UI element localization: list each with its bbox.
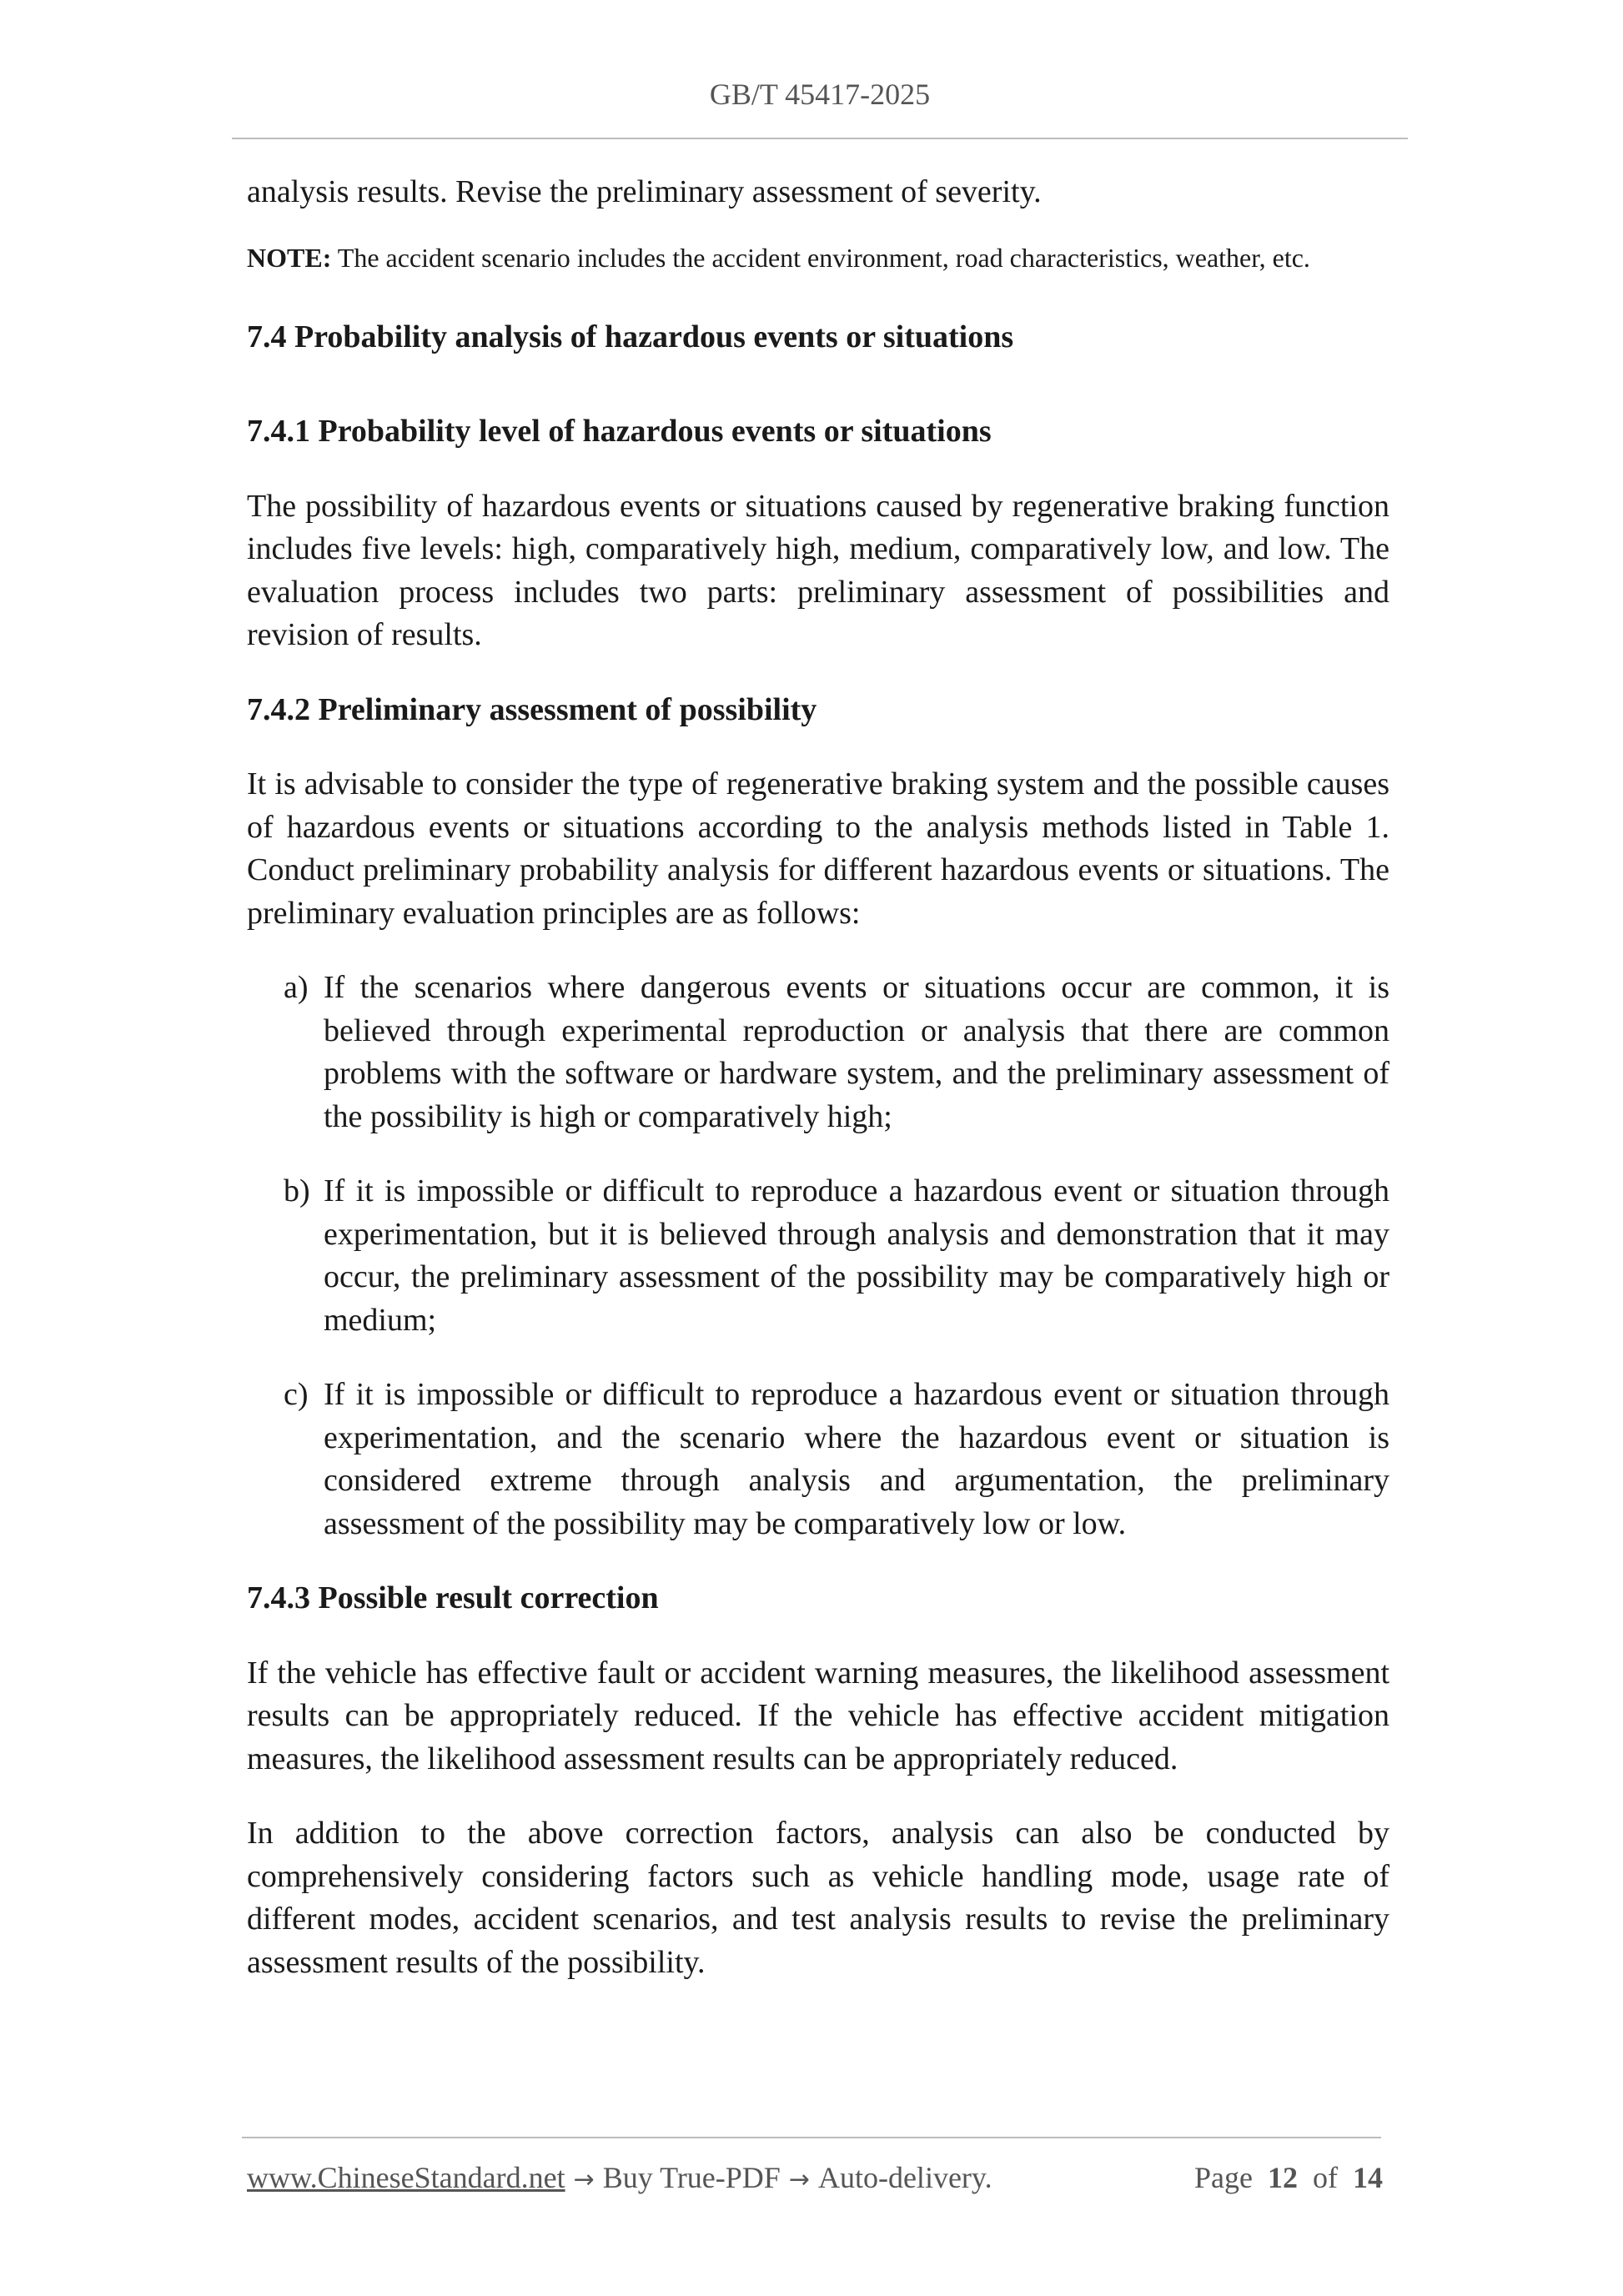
buy-true-pdf-text: Buy True-PDF [602, 2161, 781, 2194]
auto-delivery-text: Auto-delivery. [817, 2161, 992, 2194]
arrow-right-icon: → [573, 2165, 595, 2194]
continuation-paragraph: analysis results. Revise the preliminary assessment of severity. [247, 174, 1042, 209]
list-item-marker: b) [284, 1173, 310, 1208]
chinesestandard-link[interactable]: www.ChineseStandard.net [247, 2161, 565, 2194]
page-label: Page [1194, 2161, 1253, 2194]
list-item [284, 1170, 1389, 1342]
list-item [284, 1374, 1389, 1545]
section-7-4-1-heading: 7.4.1 Probability level of hazardous events or situations [247, 414, 992, 449]
section-7-4-1-paragraph: The possibility of hazardous events or situations caused by regenerative braking function includes five levels: high, comparatively high, medium, comparatively low, and low. The evaluation process includes two parts: preliminary assessment of possibilities and revision of results. [247, 488, 1389, 652]
section-7-4-3-heading: 7.4.3 Possible result correction [247, 1580, 659, 1615]
section-7-4-3-paragraph-1: If the vehicle has effective fault or accident warning measures, the likelihood assessment results can be appropriately reduced. If the vehicle has effective accident mitigation measures, the likelihood assessment results can be appropriately reduced. [247, 1655, 1389, 1776]
note-text: The accident scenario includes the accident environment, road characteristics, weather, etc. [337, 242, 1310, 273]
list-item-text: If it is impossible or difficult to reproduce a hazardous event or situation through experimentation, but it is believed through analysis and demonstration that it may occur, the preliminary assessment of the possibility may be comparatively high or medium; [324, 1173, 1389, 1338]
section-7-4-2-paragraph: It is advisable to consider the type of regenerative braking system and the possible causes of hazardous events or situations according to the analysis methods listed in Table 1. Conduct preliminary probability analysis for different hazardous events or situations. The preliminary evaluation principles are as follows: [247, 766, 1389, 931]
note-label: NOTE: [247, 242, 332, 273]
list-item-marker: a) [284, 970, 309, 1005]
list-item-text: If it is impossible or difficult to reproduce a hazardous event or situation through experimentation, and the scenario where the hazardous event or situation is considered extreme through analysis and argumentation, the preliminary assessment of the possibility may be comparatively low or low. [324, 1377, 1389, 1541]
document-body [247, 171, 1389, 1984]
section-7-4-3-paragraph-2: In addition to the above correction factors, analysis can also be conducted by comprehensively considering factors such as vehicle handling mode, usage rate of different modes, accident scenarios, and test analysis results to revise the preliminary assessment results of the possibility. [247, 1816, 1389, 1980]
page-footer [247, 2160, 1383, 2195]
page-total: 14 [1353, 2161, 1383, 2194]
section-7-4-2-heading: 7.4.2 Preliminary assessment of possibility [247, 691, 817, 727]
page-of-label: of [1313, 2161, 1338, 2194]
page-number [1194, 2160, 1383, 2195]
footer-divider [242, 2137, 1381, 2138]
section-7-4-heading: 7.4 Probability analysis of hazardous events or situations [247, 319, 1014, 354]
page-current: 12 [1268, 2161, 1298, 2194]
list-item-text: If the scenarios where dangerous events or situations occur are common, it is believed through experimental reproduction or analysis that there are common problems with the software or hardware system, and the preliminary assessment of the possibility is high or comparatively high; [324, 970, 1389, 1134]
evaluation-principles-list [247, 967, 1389, 1545]
footer-left [247, 2160, 992, 2195]
header-divider [232, 138, 1408, 139]
page-header-title: GB/T 45417-2025 [709, 78, 931, 111]
list-item-marker: c) [284, 1377, 309, 1412]
note-paragraph [247, 239, 1389, 276]
arrow-right-icon: → [788, 2165, 810, 2194]
list-item [284, 967, 1389, 1138]
